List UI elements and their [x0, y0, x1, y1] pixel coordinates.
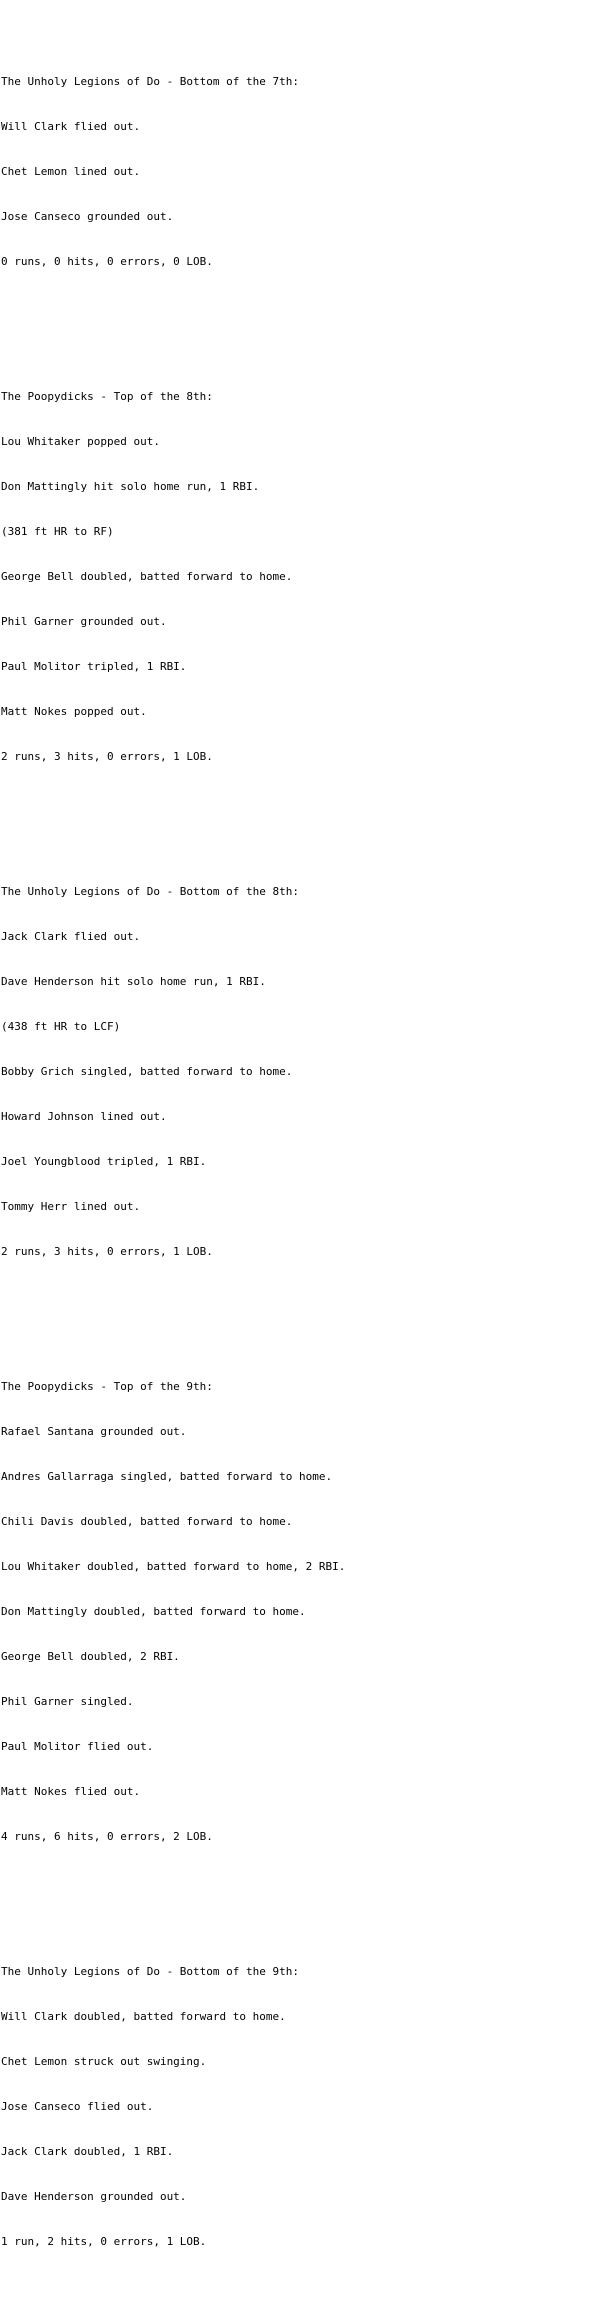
play-line: Dave Henderson hit solo home run, 1 RBI. [1, 975, 266, 988]
play-line: George Bell doubled, batted forward to home. [1, 570, 293, 583]
play-line: Will Clark flied out. [1, 120, 141, 133]
inning-block [1, 1349, 345, 1874]
inning-header: The Unholy Legions of Do - Bottom of the 8th: [1, 885, 300, 898]
play-line: Jose Canseco flied out. [1, 2100, 154, 2113]
play-line: Don Mattingly hit solo home run, 1 RBI. [1, 480, 260, 493]
play-line: Matt Nokes popped out. [1, 705, 147, 718]
inning-summary: 1 run, 2 hits, 0 errors, 1 LOB. [1, 2235, 207, 2248]
play-line: Chet Lemon lined out. [1, 165, 141, 178]
play-line: (381 ft HR to RF) [1, 525, 114, 538]
play-line: Andres Gallarraga singled, batted forward to home. [1, 1470, 333, 1483]
play-line: Tommy Herr lined out. [1, 1200, 141, 1213]
play-line: Howard Johnson lined out. [1, 1110, 167, 1123]
play-line: Dave Henderson grounded out. [1, 2190, 187, 2203]
inning-block [1, 44, 345, 299]
play-line: Lou Whitaker doubled, batted forward to home, 2 RBI. [1, 1560, 346, 1573]
play-line: George Bell doubled, 2 RBI. [1, 1650, 180, 1663]
inning-summary: 2 runs, 3 hits, 0 errors, 1 LOB. [1, 1245, 213, 1258]
inning-block [1, 1934, 345, 2279]
inning-summary: 0 runs, 0 hits, 0 errors, 0 LOB. [1, 255, 213, 268]
play-line: Jose Canseco grounded out. [1, 210, 174, 223]
inning-summary: 2 runs, 3 hits, 0 errors, 1 LOB. [1, 750, 213, 763]
play-line: Phil Garner singled. [1, 1695, 134, 1708]
play-line: Chili Davis doubled, batted forward to home. [1, 1515, 293, 1528]
play-line: Bobby Grich singled, batted forward to home. [1, 1065, 293, 1078]
play-by-play-log [1, 14, 345, 2309]
inning-header: The Poopydicks - Top of the 9th: [1, 1380, 213, 1393]
inning-block [1, 854, 345, 1289]
play-line: Jack Clark doubled, 1 RBI. [1, 2145, 174, 2158]
play-line: Chet Lemon struck out swinging. [1, 2055, 207, 2068]
play-line: (438 ft HR to LCF) [1, 1020, 121, 1033]
inning-header: The Poopydicks - Top of the 8th: [1, 390, 213, 403]
play-line: Phil Garner grounded out. [1, 615, 167, 628]
play-line: Lou Whitaker popped out. [1, 435, 160, 448]
play-line: Matt Nokes flied out. [1, 1785, 141, 1798]
play-line: Jack Clark flied out. [1, 930, 141, 943]
play-line: Will Clark doubled, batted forward to home. [1, 2010, 286, 2023]
inning-block [1, 359, 345, 794]
play-line: Paul Molitor tripled, 1 RBI. [1, 660, 187, 673]
inning-header: The Unholy Legions of Do - Bottom of the 7th: [1, 75, 300, 88]
play-line: Paul Molitor flied out. [1, 1740, 154, 1753]
play-line: Joel Youngblood tripled, 1 RBI. [1, 1155, 207, 1168]
inning-header: The Unholy Legions of Do - Bottom of the 9th: [1, 1965, 300, 1978]
play-line: Rafael Santana grounded out. [1, 1425, 187, 1438]
inning-summary: 4 runs, 6 hits, 0 errors, 2 LOB. [1, 1830, 213, 1843]
play-line: Don Mattingly doubled, batted forward to home. [1, 1605, 306, 1618]
